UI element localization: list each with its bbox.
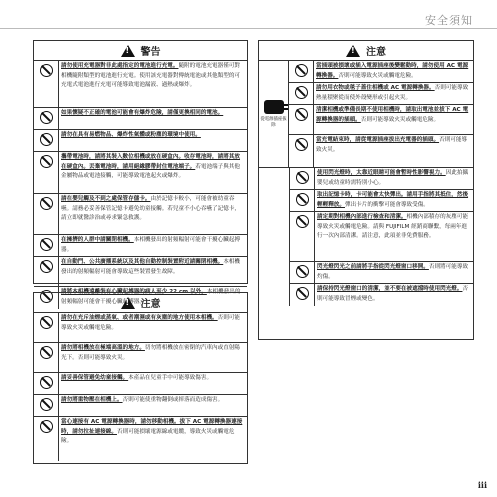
caution-item-bold: 請勿用衣物或毯子蓋住相機或 AC 電源轉換器。 [316,85,435,91]
unplug-column [259,61,289,167]
unplug-label: 從電源插座拔除 [260,116,287,128]
warning-item-text: 本相機發出的射頻輻射可能會導致這些裝置發生故障。 [61,259,241,275]
caution-box-left [33,292,248,464]
warning-item-text: 本相機發出的射頻輻射可能會干擾心臟起搏器。 [61,237,241,253]
warning-item [34,257,247,287]
caution-header [259,41,473,61]
caution-item [290,284,473,306]
warning-item [34,130,247,152]
page-header [0,0,497,30]
caution-item-bold: 清潔相機或準備長期不使用相機時，請取出電池並拔下 AC 電源轉換器的插頭。 [316,107,469,123]
caution-item-text: 相機內部積存的灰塵可能導致火災或觸電危險。請與 FUJIFILM 經銷商聯繫，每兩年進行一次內部清潔。請注意，此項並非免費服務。 [317,214,469,240]
caution-item-text: 否則可能導致冒煙或變色。 [317,286,469,302]
prohibited-icon [40,316,53,329]
caution-triangle-icon [121,297,135,309]
prohibited-icon [40,420,53,433]
prohibited-icon [295,108,308,121]
prohibited-icon [40,376,53,389]
caution-item-bold: 使用閃光燈時，太靠近眼睛可能會暫時性影響視力。 [317,170,446,176]
warning-item-bold: 在自動門、公共廣播系統以及其他自動控制裝置附近請關閉相機。 [61,259,224,265]
prohibited-icon [40,197,53,210]
prohibited-icon [40,155,53,168]
caution-item [290,212,473,262]
caution-item-text: 彈出卡片的衝擊可能會導致受傷。 [344,201,429,208]
warning-item [34,61,247,108]
prohibited-icon [296,287,309,300]
page-number: iii [477,480,487,490]
prohibited-icon [295,64,308,77]
warning-item-bold: 請在嬰兒觸及不到之處保管存儲卡。 [61,196,151,202]
caution-item-bold: 請妥善保管避免幼童接觸。 [61,375,129,381]
warning-items [34,61,247,309]
caution-item [289,135,473,167]
prohibited-icon [296,265,309,278]
caution-item-bold: 當插頭被損壞或插入電源插座後變鬆動時，請勿使用 AC 電源轉換器。 [316,63,469,79]
warning-item-bold: 請勿在具有易燃物品、爆炸性氣體或粉塵的環境中使用。 [61,132,201,138]
prohibited-icon [40,133,53,146]
plug-icon [264,100,284,114]
prohibited-icon [296,171,309,184]
caution-items [289,61,473,167]
warning-item-bold: 請勿使用充電器對非此處指定的電池進行充電。 [61,63,179,69]
section-title: 安全須知 [425,14,473,27]
caution-item [290,190,473,212]
caution-item-bold: 請保持閃光燈窗口的清潔，並不要在被遮擋時使用閃光燈。 [317,286,463,292]
caution-item-text: 切勿將相機放在密閉的汽車內或直射陽光下。否則可能導致火災。 [61,345,241,361]
prohibited-icon [296,193,309,206]
caution-item [289,61,473,83]
caution-item-text: 否則可能導致火災或觸電危險。 [61,315,241,331]
warning-item-text: 由於記憶卡較小，可能會被幼童吞嚥。請務必妥善保管記憶卡避免幼童接觸。若兒童不小心吞嚥了記憶卡，請立即就醫診治或尋求緊急救護。 [61,196,241,222]
caution-item-text: 否則可能導致火災或觸電危險。 [360,116,440,123]
warning-item-bold: 在擁擠的人群中請關閉相機。 [61,237,134,243]
warning-title: 警告 [140,47,161,58]
header-divider [0,28,497,29]
prohibited-icon [295,86,308,99]
caution-item-bold: 當充電結束時，請從電源插座拔出充電器的插頭。 [316,137,440,143]
prohibited-icon [40,64,53,77]
caution-item-text: 否則可能導致熱量積聚從而使外殼變形或引起火災。 [316,85,469,101]
caution-item-bold: 請勿將相機放在極端高溫的地方。 [61,345,145,351]
caution-item-bold: 當心連接有 AC 電源轉換器時，請勿移動相機。拔下 AC 電源轉換器連接時，請勿拉扯連接線。 [61,419,243,435]
caution-item-bold: 請勿在充斥油煙或蒸氣、或者潮濕或有灰塵的地方使用本相機。 [61,315,218,321]
caution-items [34,313,247,461]
caution-item [34,373,247,395]
warning-item-text: 本相機發出的射頻輻射可能會干擾心臟起搏器。 [61,289,241,305]
caution-item-bold: 閃光燈閃光之前請將手指從閃光燈窗口移開。 [317,264,429,270]
caution-item-text: 因此拍攝嬰兒或幼童時需特別小心。 [317,170,469,186]
caution-group-top [259,61,473,168]
caution-item [34,417,247,461]
prohibited-icon [295,138,308,151]
caution-triangle-icon [346,45,360,57]
caution-box-right [258,40,474,340]
prohibited-icon [40,260,53,273]
warning-item [34,194,247,235]
prohibited-icon [40,346,53,359]
caution-item-text: 本產品在兒童手中可能導致傷害。 [128,375,213,381]
caution-title: 注意 [366,47,386,58]
prohibited-icon [296,215,309,228]
prohibited-icon [40,111,53,124]
caution-item-text: 否則可能導致火災。 [316,137,468,153]
caution-item-bold: 請勿將重物壓在相機上。 [61,397,123,403]
warning-item-bold: 如果懷疑不正確的電池可能會有爆炸危險，請僅更換相同的電池。 [61,110,224,116]
caution-item [289,83,473,105]
prohibited-icon [40,238,53,251]
caution-item-text: 否則將可能導致灼傷。 [317,264,469,280]
warning-triangle-icon [121,45,135,57]
warning-item [34,108,247,130]
warning-item-text: 若電池端子與其他金屬物品或電池接觸，可能導致電池起火或爆炸。 [61,163,241,180]
warning-item-text: 隨附的電池充電器僅可對相機隨附類型的電池進行充電。使用該充電器對傳統電池或其他類型的可充電式電池進行充電可能導致電池漏液、過熱或爆炸。 [61,63,241,89]
caution-item-text: 否則可能導致火災或觸電危險。 [338,72,417,79]
warning-item [34,152,247,194]
warning-item [34,235,247,257]
caution-item [290,168,473,190]
caution-item [289,105,473,135]
caution-item [34,395,247,417]
prohibited-icon [40,398,53,411]
caution-item-bold: 取出記憶卡時，卡可能會太快彈出。請用手指將其抵住，然後輕輕釋放。 [317,192,469,208]
caution-items-bottom [289,168,473,306]
caution-title: 注意 [140,299,161,310]
warning-header [34,41,247,61]
warning-item-bold: 攜帶電池時，請將其裝入數位相機或放在硬盒內。收存電池時，請將其放在硬盒內。丟棄電池時，請用絕緣膠帶封住電池端子。 [61,154,241,170]
caution-item-bold: 請定期對相機內部進行檢查和清潔。 [317,214,407,220]
caution-item-text: 否則可能損壞電源線或電纜，導致火災或觸電危險。 [61,428,235,445]
caution-item [34,343,247,373]
warning-item-bold: 請將本相機遠離裝有心臟起搏器的病人至少 22 cm 以外。 [61,289,207,295]
caution-item [34,313,247,343]
caution-header [34,293,247,313]
caution-item [290,262,473,284]
caution-item-text: 否則可能使重物翻倒或摔落而造成傷害。 [122,397,224,403]
